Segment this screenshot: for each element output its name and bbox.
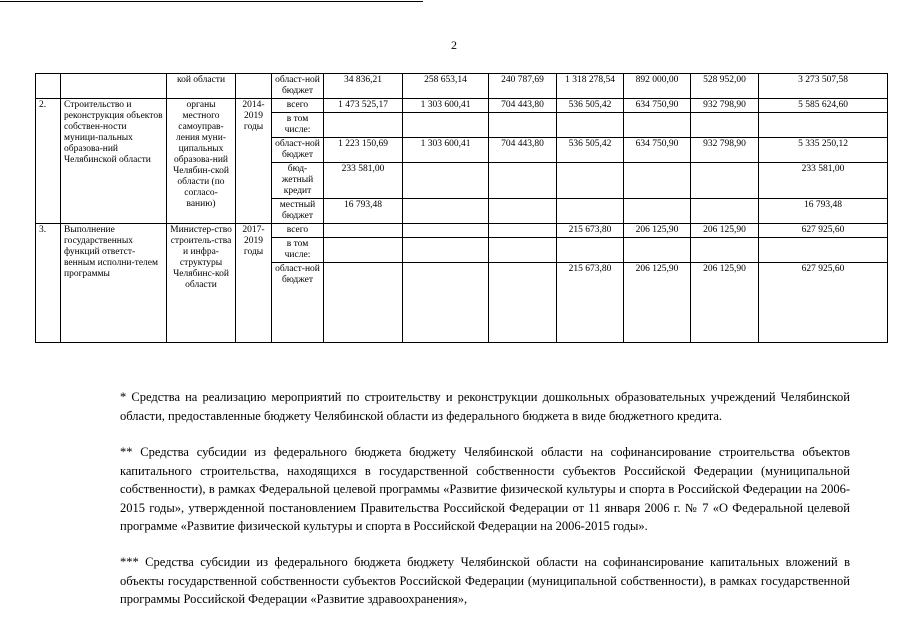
cell-value: 627 925,60 bbox=[759, 224, 888, 238]
cell-value bbox=[403, 224, 489, 238]
cell-executor: органы местного самоуправ-ления муни-ципальных образова-ний Челябин-ской области (по согласо-ванию) bbox=[167, 99, 236, 224]
cell-value bbox=[759, 238, 888, 263]
cell-value bbox=[624, 238, 691, 263]
table-row bbox=[36, 99, 888, 113]
cell-value bbox=[489, 238, 557, 263]
cell-source: местный бюджет bbox=[272, 199, 324, 224]
cell-value bbox=[324, 238, 403, 263]
cell-value: 258 653,14 bbox=[403, 74, 489, 99]
cell-value: 233 581,00 bbox=[759, 163, 888, 199]
cell-value bbox=[324, 113, 403, 138]
cell-source: всего bbox=[272, 224, 324, 238]
cell-value: 1 303 600,41 bbox=[403, 99, 489, 113]
cell-value: 627 925,60 bbox=[759, 263, 888, 343]
cell-value bbox=[403, 199, 489, 224]
cell-value bbox=[557, 163, 624, 199]
cell-value: 215 673,80 bbox=[557, 224, 624, 238]
cell-num: 2. bbox=[36, 99, 61, 224]
table-row bbox=[36, 74, 888, 99]
cell-value: 16 793,48 bbox=[759, 199, 888, 224]
cell-value bbox=[403, 113, 489, 138]
cell-value: 892 000,00 bbox=[624, 74, 691, 99]
cell-value bbox=[403, 263, 489, 343]
cell-source: бюд-жетный кредит bbox=[272, 163, 324, 199]
cell-value: 536 505,42 bbox=[557, 138, 624, 163]
cell-value: 704 443,80 bbox=[489, 138, 557, 163]
cell-num: 3. bbox=[36, 224, 61, 343]
cell-executor: кой области bbox=[167, 74, 236, 99]
cell-value bbox=[489, 199, 557, 224]
top-rule bbox=[0, 1, 423, 2]
cell-value: 5 335 250,12 bbox=[759, 138, 888, 163]
cell-value bbox=[403, 163, 489, 199]
program-funding-table bbox=[35, 73, 888, 343]
cell-value bbox=[557, 199, 624, 224]
cell-value bbox=[403, 238, 489, 263]
cell-years: 2014-2019 годы bbox=[236, 99, 272, 224]
cell-value: 634 750,90 bbox=[624, 99, 691, 113]
cell-source: в том числе: bbox=[272, 113, 324, 138]
cell-value: 528 952,00 bbox=[691, 74, 759, 99]
page-number: 2 bbox=[451, 38, 457, 52]
cell-source: област-ной бюджет bbox=[272, 138, 324, 163]
cell-value: 634 750,90 bbox=[624, 138, 691, 163]
cell-source: област-ной бюджет bbox=[272, 74, 324, 99]
cell-value: 932 798,90 bbox=[691, 99, 759, 113]
cell-executor: Министер-ство строитель-ства и инфра-структуры Челябинс-кой области bbox=[167, 224, 236, 343]
cell-source: област-ной бюджет bbox=[272, 263, 324, 343]
cell-value: 1 303 600,41 bbox=[403, 138, 489, 163]
cell-value bbox=[489, 113, 557, 138]
cell-value bbox=[691, 163, 759, 199]
cell-source: всего bbox=[272, 99, 324, 113]
cell-value bbox=[624, 113, 691, 138]
cell-value bbox=[324, 224, 403, 238]
cell-name: Строительство и реконструкция объектов собствен-ности муници-пальных образова-ний Челябинской области bbox=[61, 99, 167, 224]
cell-years: 2017-2019 годы bbox=[236, 224, 272, 343]
cell-value: 704 443,80 bbox=[489, 99, 557, 113]
cell-value: 206 125,90 bbox=[691, 224, 759, 238]
cell-value bbox=[489, 224, 557, 238]
cell-value bbox=[557, 238, 624, 263]
cell-name bbox=[61, 74, 167, 99]
cell-value: 206 125,90 bbox=[691, 263, 759, 343]
cell-value: 206 125,90 bbox=[624, 263, 691, 343]
cell-value: 34 836,21 bbox=[324, 74, 403, 99]
cell-value bbox=[624, 163, 691, 199]
cell-value: 536 505,42 bbox=[557, 99, 624, 113]
cell-value: 215 673,80 bbox=[557, 263, 624, 343]
cell-value: 3 273 507,58 bbox=[759, 74, 888, 99]
cell-value: 206 125,90 bbox=[624, 224, 691, 238]
cell-value bbox=[759, 113, 888, 138]
cell-value: 16 793,48 bbox=[324, 199, 403, 224]
cell-value bbox=[624, 199, 691, 224]
cell-value bbox=[691, 199, 759, 224]
footnote-3: *** Средства субсидии из федерального бюджета бюджету Челябинской области на софинансирование капитальных вложений в объекты государственной собственности субъектов Российской Федерации (муниципальной собственности), в рамках государственной программы Российской Федерации «Развитие здравоохранения», bbox=[120, 555, 850, 606]
cell-value: 1 318 278,54 bbox=[557, 74, 624, 99]
cell-value: 1 223 150,69 bbox=[324, 138, 403, 163]
cell-value: 233 581,00 bbox=[324, 163, 403, 199]
cell-value bbox=[691, 238, 759, 263]
footnote-2: ** Средства субсидии из федерального бюджета бюджету Челябинской области на софинансирование строительства объектов капитального строительства, находящихся в государственной собственности субъектов Российской Федерации (муниципальной собственности), в рамках Федеральной целевой программы «Развитие физической культуры и спорта в Российской Федерации на 2006-2015 годы», утвержденной постановлением Правительства Российской Федерации от 11 января 2006 г. № 7 «О Федеральной целевой программе «Развитие физической культуры и спорта в Российской Федерации на 2006-2015 годы». bbox=[120, 445, 850, 533]
cell-num bbox=[36, 74, 61, 99]
cell-years bbox=[236, 74, 272, 99]
table-row bbox=[36, 224, 888, 238]
cell-value bbox=[489, 163, 557, 199]
cell-value bbox=[557, 113, 624, 138]
cell-value: 1 473 525,17 bbox=[324, 99, 403, 113]
cell-source: в том числе: bbox=[272, 238, 324, 263]
footnote-1: * Средства на реализацию мероприятий по строительству и реконструкции дошкольных образовательных учреждений Челябинской области, предоставленные бюджету Челябинской области из федерального бюджета в виде бюджетного кредита. bbox=[120, 390, 850, 423]
cell-name: Выполнение государственных функций ответст-венным исполни-телем программы bbox=[61, 224, 167, 343]
cell-value bbox=[489, 263, 557, 343]
cell-value: 5 585 624,60 bbox=[759, 99, 888, 113]
cell-value: 932 798,90 bbox=[691, 138, 759, 163]
cell-value bbox=[324, 263, 403, 343]
cell-value: 240 787,69 bbox=[489, 74, 557, 99]
cell-value bbox=[691, 113, 759, 138]
